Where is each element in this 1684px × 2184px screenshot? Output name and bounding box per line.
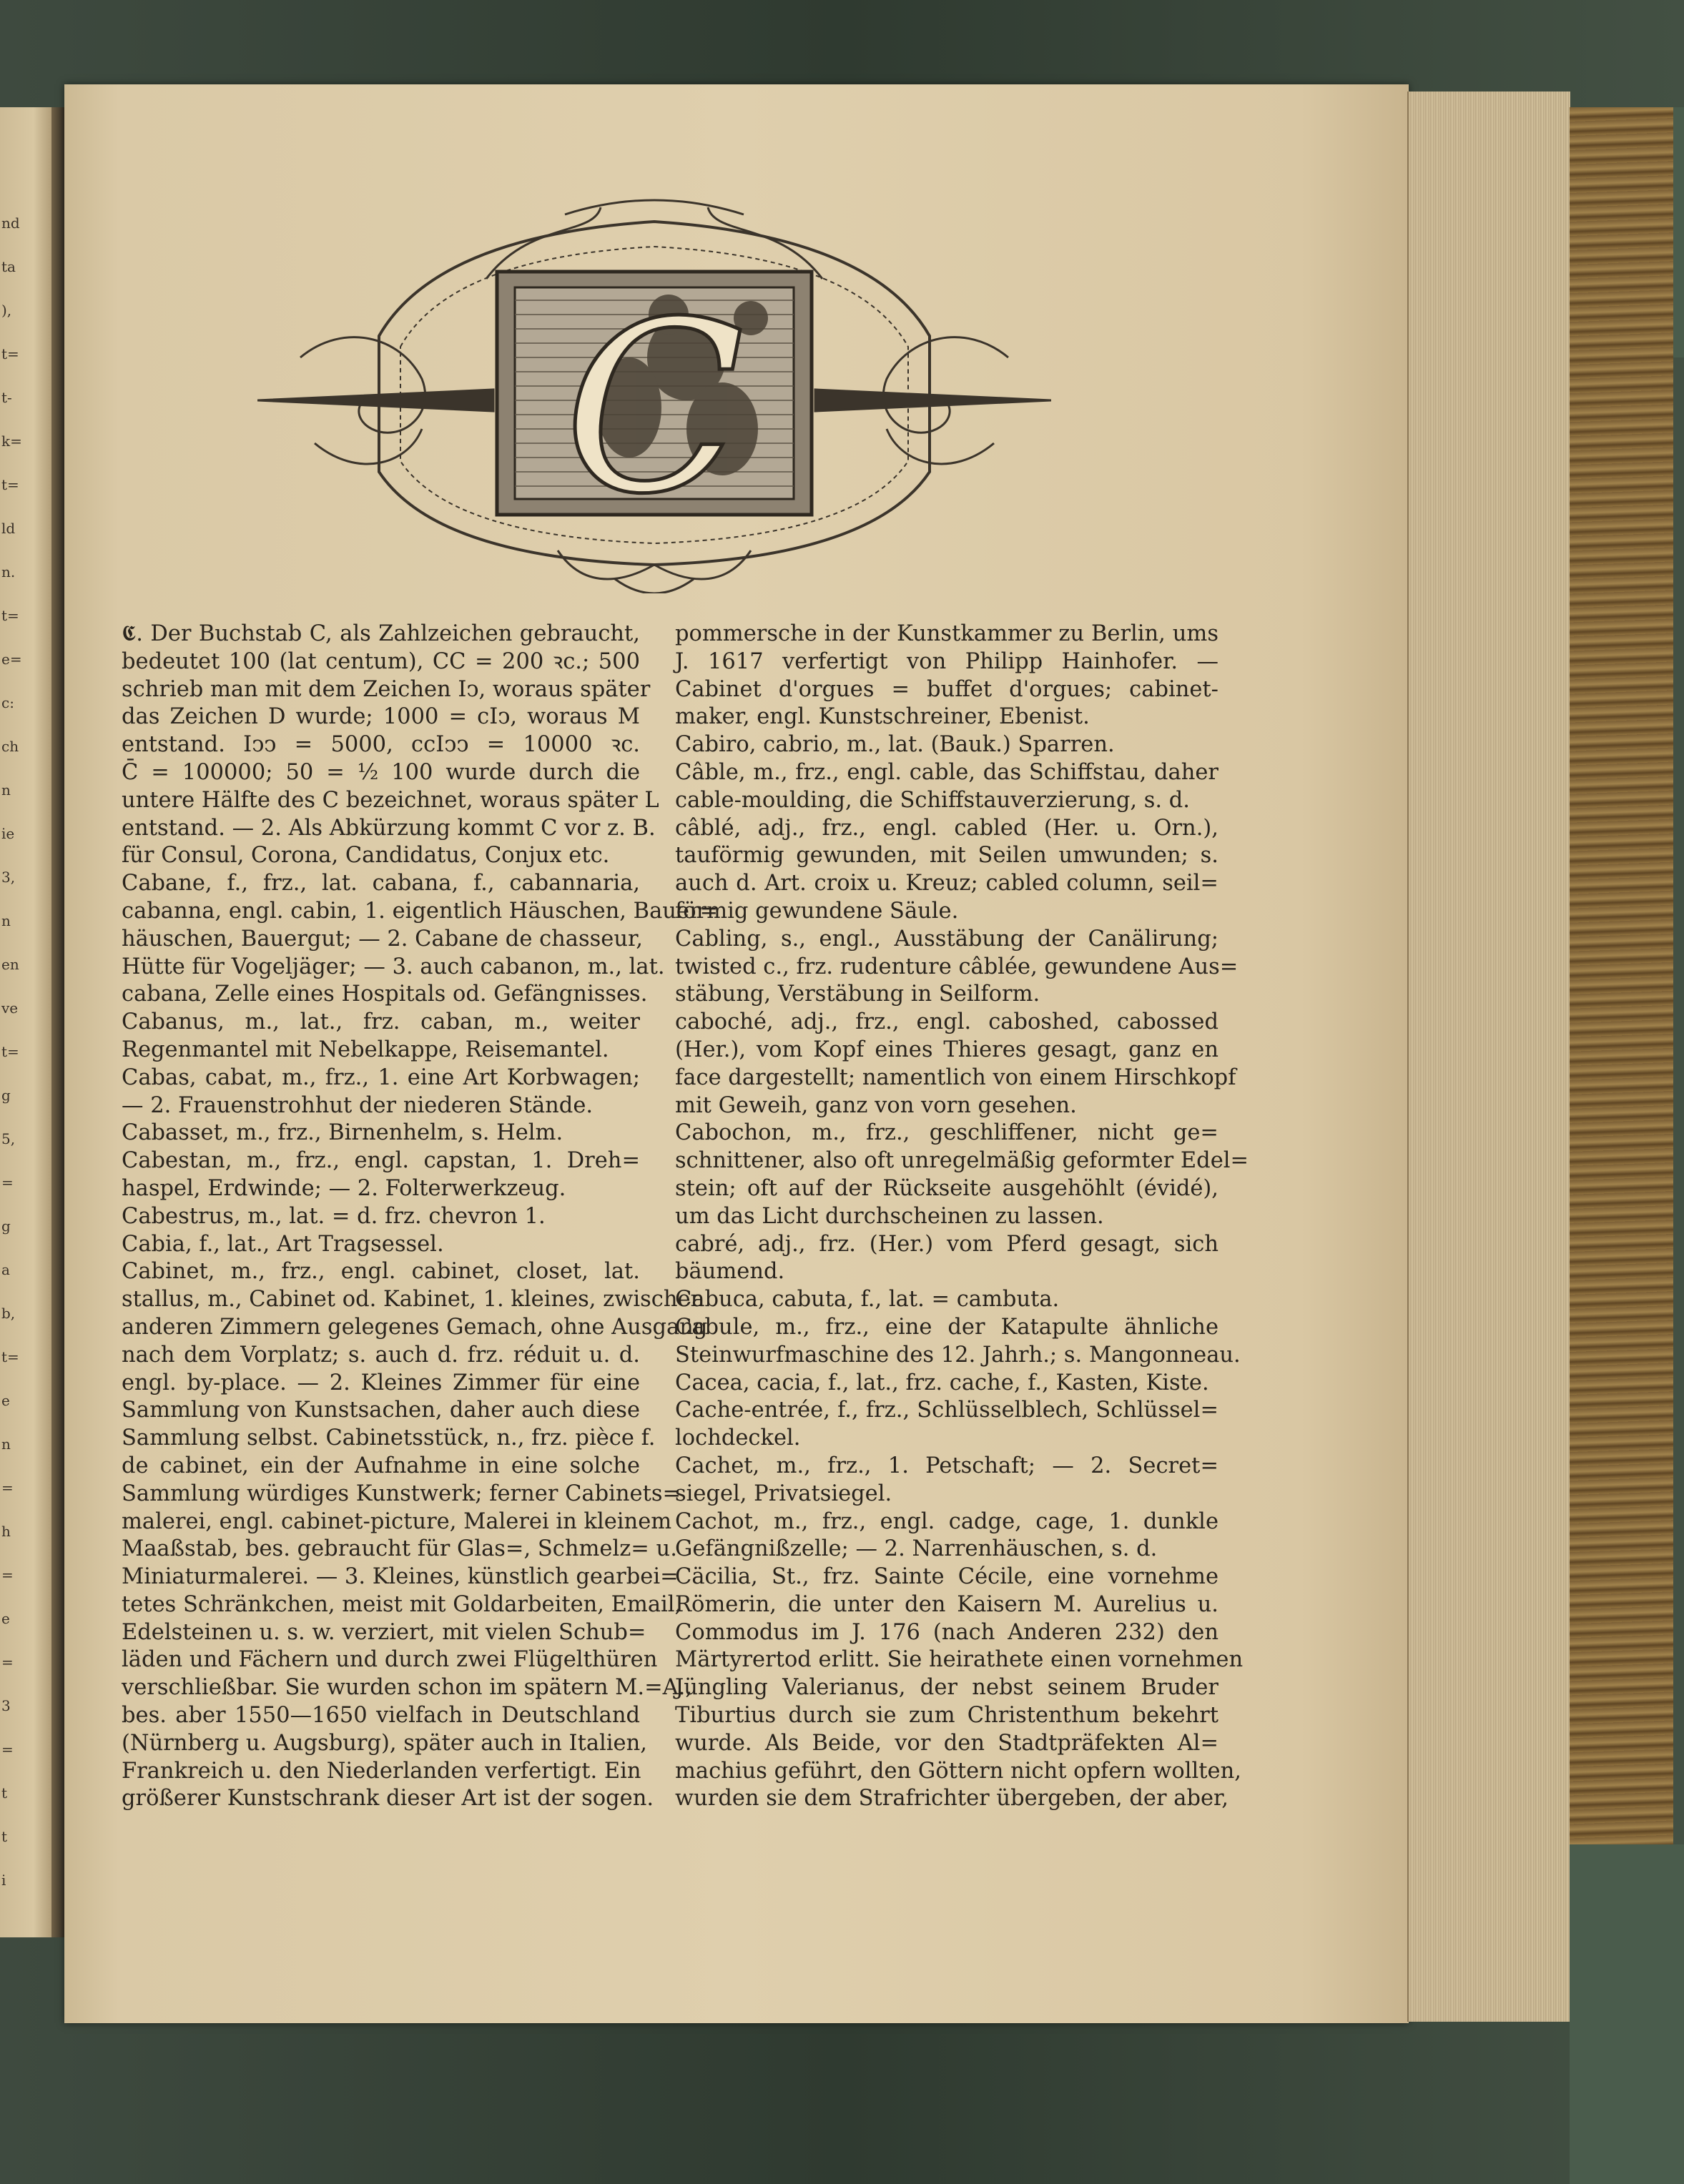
previous-page-fragment: nd (1, 214, 20, 232)
entry-text-line: Cacea, cacia, f., lat., frz. cache, f., Kasten, Kiste. (675, 1370, 1209, 1395)
entry-text-line: Cabling, s., engl., Ausstäbung der Canälirung; (675, 926, 1218, 952)
entry-text-line: de cabinet, ein der Aufnahme in eine solche (122, 1453, 640, 1478)
entry-text-line: wurden sie dem Strafrichter übergeben, der aber, (675, 1786, 1228, 1812)
decorative-initial-c (257, 193, 1051, 593)
previous-page-fragment: e= (1, 651, 22, 668)
page-block-edges (1407, 92, 1570, 2022)
entry-text-line: Cachot, m., frz., engl. cadge, cage, 1. dunkle (675, 1508, 1218, 1534)
right-spike-ornament (815, 390, 1051, 411)
entries-column-right (675, 621, 1249, 1813)
previous-page-fragment: ch (1, 738, 19, 755)
entry-text-line: Sammlung selbst. Cabinetsstück, n., frz. pièce f. (122, 1425, 656, 1451)
previous-page-fragment: n. (1, 563, 16, 580)
entry-text-line: lochdeckel. (675, 1425, 801, 1451)
entry-text-line: untere Hälfte des C bezeichnet, woraus später L (122, 787, 659, 813)
entry-text-line: stein; oft auf der Rückseite ausgehöhlt (évidé), (675, 1175, 1218, 1201)
initial-letter-c: C (563, 271, 745, 545)
entry-text-line: bäumend. (675, 1259, 785, 1285)
entry-text-line: J. 1617 verfertigt von Philipp Hainhofer. — (675, 648, 1218, 674)
entry-text-line: tetes Schränkchen, meist mit Goldarbeiten, Email, (122, 1591, 682, 1617)
entry-text-line: machius geführt, den Göttern nicht opfern wollten, (675, 1758, 1241, 1784)
entry-text-line: maker, engl. Kunstschreiner, Ebenist. (675, 704, 1090, 730)
entry-text-line: Sammlung von Kunstsachen, daher auch diese (122, 1398, 640, 1423)
entry-text-line: schnittener, also oft unregelmäßig geformter Edel= (675, 1148, 1249, 1174)
previous-page-fragment: t- (1, 389, 12, 406)
entry-text-line: Hütte für Vogeljäger; — 3. auch cabanon, m., lat. (122, 954, 665, 979)
entry-text-line: anderen Zimmern gelegenes Gemach, ohne Ausgang (122, 1314, 708, 1340)
entry-text-line: schrieb man mit dem Zeichen Iↄ, woraus später (122, 676, 651, 702)
entry-text-line: Cabinet d'orgues = buffet d'orgues; cabinet- (675, 676, 1218, 702)
previous-page-fragment: k= (1, 433, 22, 450)
entry-text-line: Cabestrus, m., lat. = d. frz. chevron 1. (122, 1203, 546, 1229)
entry-text-line: entstand. — 2. Als Abkürzung kommt C vor z. B. (122, 815, 656, 841)
entry-text-line: entstand. Iↄↄ = 5000, ccIↄↄ = 10000 ꝛc. (122, 732, 640, 758)
entry-text-line: Cache-entrée, f., frz., Schlüsselblech, Schlüssel= (675, 1398, 1218, 1423)
entry-text-line: face dargestellt; namentlich von einem Hirschkopf (675, 1064, 1236, 1090)
entry-text-line: siegel, Privatsiegel. (675, 1481, 892, 1506)
entry-text-line: läden und Fächern und durch zwei Flügelthüren (122, 1647, 658, 1673)
entry-text-line: verschließbar. Sie wurden schon im spätern M.=A., (122, 1675, 693, 1701)
entry-text-line: (Nürnberg u. Augsburg), später auch in Italien, (122, 1730, 647, 1756)
entry-text-line: häuschen, Bauergut; — 2. Cabane de chasseur, (122, 926, 643, 952)
entry-text-line: Cabiro, cabrio, m., lat. (Bauk.) Sparren. (675, 732, 1115, 758)
entry-text-line: wurde. Als Beide, vor den Stadtpräfekten Al= (675, 1730, 1218, 1756)
previous-page-fragment: t= (1, 607, 19, 624)
entry-text-line: Tiburtius durch sie zum Christenthum bekehrt (675, 1703, 1218, 1729)
entry-text-line: Miniaturmalerei. — 3. Kleines, künstlich gearbei= (122, 1564, 679, 1590)
previous-page-fragment: ld (1, 520, 16, 537)
entry-text-line: Cabas, cabat, m., frz., 1. eine Art Korbwagen; (122, 1064, 640, 1090)
previous-page-fragment: t= (1, 476, 19, 493)
entry-text-line: Sammlung würdiges Kunstwerk; ferner Cabinets= (122, 1481, 681, 1506)
previous-page-fragment: = (1, 1174, 14, 1191)
entry-text-line: nach dem Vorplatz; s. auch d. frz. réduit u. d. (122, 1342, 640, 1368)
previous-page-fragment: ie (1, 825, 15, 842)
previous-page-fragment: c: (1, 694, 14, 711)
entry-text-line: auch d. Art. croix u. Kreuz; cabled column, seil= (675, 871, 1218, 896)
entry-text-line: bes. aber 1550—1650 vielfach in Deutschland (122, 1703, 640, 1729)
previous-page-fragment: ve (1, 999, 19, 1017)
previous-page-fragment: 3, (1, 869, 16, 886)
entry-text-line: pommersche in der Kunstkammer zu Berlin, ums (675, 621, 1218, 646)
entry-text-line: Regenmantel mit Nebelkappe, Reisemantel. (122, 1037, 609, 1062)
previous-page-fragment: = (1, 1741, 14, 1758)
spine-cloth-bottom (1570, 1844, 1684, 2184)
entry-text-line: um das Licht durchscheinen zu lassen. (675, 1203, 1104, 1229)
left-spike-ornament (257, 390, 493, 411)
entry-text-line: stäbung, Verstäbung in Seilform. (675, 982, 1040, 1007)
entry-text-line: Märtyrertod erlitt. Sie heirathete einen vornehmen (675, 1647, 1244, 1673)
entry-text-line: câblé, adj., frz., engl. cabled (Her. u. Orn.), (675, 815, 1218, 841)
previous-page-fragment: a (1, 1261, 10, 1278)
entry-text-line: Edelsteinen u. s. w. verziert, mit vielen Schub= (122, 1619, 646, 1645)
previous-page-fragment: t= (1, 1348, 19, 1365)
entry-text-line: Câble, m., frz., engl. cable, das Schiffstau, daher (675, 759, 1218, 785)
entry-text-line: Frankreich u. den Niederlanden verfertigt. Ein (122, 1758, 641, 1784)
entry-text-line: C̄ = 100000; 50 = ½ 100 wurde durch die (122, 759, 640, 785)
entry-text-line: stallus, m., Cabinet od. Kabinet, 1. kleines, zwischen (122, 1287, 705, 1313)
previous-page-fragment: 5, (1, 1130, 16, 1147)
entry-text-line: Commodus im J. 176 (nach Anderen 232) den (675, 1619, 1218, 1645)
entry-text-line: Cabanus, m., lat., frz. caban, m., weiter (122, 1009, 640, 1035)
entry-text-line: cabana, Zelle eines Hospitals od. Gefängnisses. (122, 982, 648, 1007)
entry-text-line: (Her.), vom Kopf eines Thieres gesagt, ganz en (675, 1037, 1218, 1062)
entry-text-line: Cabasset, m., frz., Birnenhelm, s. Helm. (122, 1120, 563, 1146)
previous-page-fragment: ta (1, 258, 16, 275)
previous-page-fragment: n (1, 781, 11, 799)
entry-text-line: Cabule, m., frz., eine der Katapulte ähnliche (675, 1314, 1218, 1340)
entry-text-line: mit Geweih, ganz von vorn gesehen. (675, 1092, 1077, 1118)
entry-text-line: Cabochon, m., frz., geschliffener, nicht ge= (675, 1120, 1218, 1146)
entry-text-line: Cäcilia, St., frz. Sainte Cécile, eine vornehme (675, 1564, 1218, 1590)
entry-text-line: Maaßstab, bes. gebraucht für Glas=, Schmelz= u. (122, 1536, 677, 1562)
previous-page-fragment: n (1, 1436, 11, 1453)
previous-page-edge (0, 107, 56, 1937)
entry-text-line: — 2. Frauenstrohhut der niederen Stände. (122, 1092, 594, 1118)
entry-text-line: Gefängnißzelle; — 2. Narrenhäuschen, s. d. (675, 1536, 1158, 1562)
entry-text-line: 𝕮. Der Buchstab C, als Zahlzeichen gebraucht, (122, 621, 640, 646)
entry-text-line: Steinwurfmaschine des 12. Jahrh.; s. Mangonneau. (675, 1342, 1241, 1368)
entry-text-line: cabanna, engl. cabin, 1. eigentlich Häuschen, Bauer= (122, 898, 719, 924)
entry-text-line: Cabane, f., frz., lat. cabana, f., cabannaria, (122, 871, 640, 896)
entry-text-line: caboché, adj., frz., engl. caboshed, cabossed (675, 1009, 1218, 1035)
previous-page-fragment: g (1, 1217, 11, 1235)
previous-page-fragment: t (1, 1828, 8, 1845)
entry-text-line: Römerin, die unter den Kaisern M. Aurelius u. (675, 1591, 1218, 1617)
previous-page-fragment: t= (1, 1043, 19, 1060)
entry-text-line: größerer Kunstschrank dieser Art ist der sogen. (122, 1786, 654, 1812)
entry-text-line: cable-moulding, die Schiffstauverzierung, s. d. (675, 787, 1190, 813)
entry-text-line: bedeutet 100 (lat centum), CC = 200 ꝛc.; 500 (122, 648, 640, 674)
previous-page-fragment: e (1, 1392, 10, 1409)
entry-text-line: Cabuca, cabuta, f., lat. = cambuta. (675, 1287, 1060, 1313)
entry-text-line: tauförmig gewunden, mit Seilen umwunden; s. (675, 843, 1218, 869)
previous-page-fragment: 3 (1, 1697, 11, 1714)
previous-page-fragment: en (1, 956, 19, 973)
previous-page-fragment: t= (1, 345, 19, 362)
previous-page-fragment: n (1, 912, 11, 929)
entry-text-line: Cabestan, m., frz., engl. capstan, 1. Dreh= (122, 1148, 640, 1174)
entry-text-line: malerei, engl. cabinet-picture, Malerei in kleinem (122, 1508, 672, 1534)
previous-page-fragment: i (1, 1872, 6, 1889)
entry-text-line: cabré, adj., frz. (Her.) vom Pferd gesagt, sich (675, 1231, 1218, 1257)
entry-text-line: Cabinet, m., frz., engl. cabinet, closet, lat. (122, 1259, 640, 1285)
previous-page-fragment: = (1, 1654, 14, 1671)
entry-text-line: das Zeichen D wurde; 1000 = cIↄ, woraus M (122, 704, 640, 730)
entry-text-line: Jüngling Valerianus, der nebst seinem Bruder (675, 1675, 1218, 1701)
previous-page-fragment: = (1, 1479, 14, 1496)
previous-page-fragment: g (1, 1087, 11, 1104)
entries-column-left (122, 621, 719, 1813)
entry-text-line: förmig gewundene Säule. (675, 898, 959, 924)
entry-text-line: Cachet, m., frz., 1. Petschaft; — 2. Secret= (675, 1453, 1218, 1478)
previous-page-fragment: ), (1, 302, 12, 319)
entry-text-line: engl. by-place. — 2. Kleines Zimmer für eine (122, 1370, 640, 1395)
entry-text-line: Cabia, f., lat., Art Tragsessel. (122, 1231, 444, 1257)
previous-page-fragment: = (1, 1566, 14, 1583)
previous-page-fragment: b, (1, 1305, 16, 1322)
previous-page-fragment: e (1, 1610, 10, 1627)
entry-text-line: für Consul, Corona, Candidatus, Conjux etc. (122, 843, 610, 869)
entry-text-line: haspel, Erdwinde; — 2. Folterwerkzeug. (122, 1175, 566, 1201)
previous-page-fragment: t (1, 1784, 8, 1802)
previous-page-fragment: h (1, 1523, 11, 1540)
entry-text-line: twisted c., frz. rudenture câblée, gewundene Aus= (675, 954, 1239, 979)
